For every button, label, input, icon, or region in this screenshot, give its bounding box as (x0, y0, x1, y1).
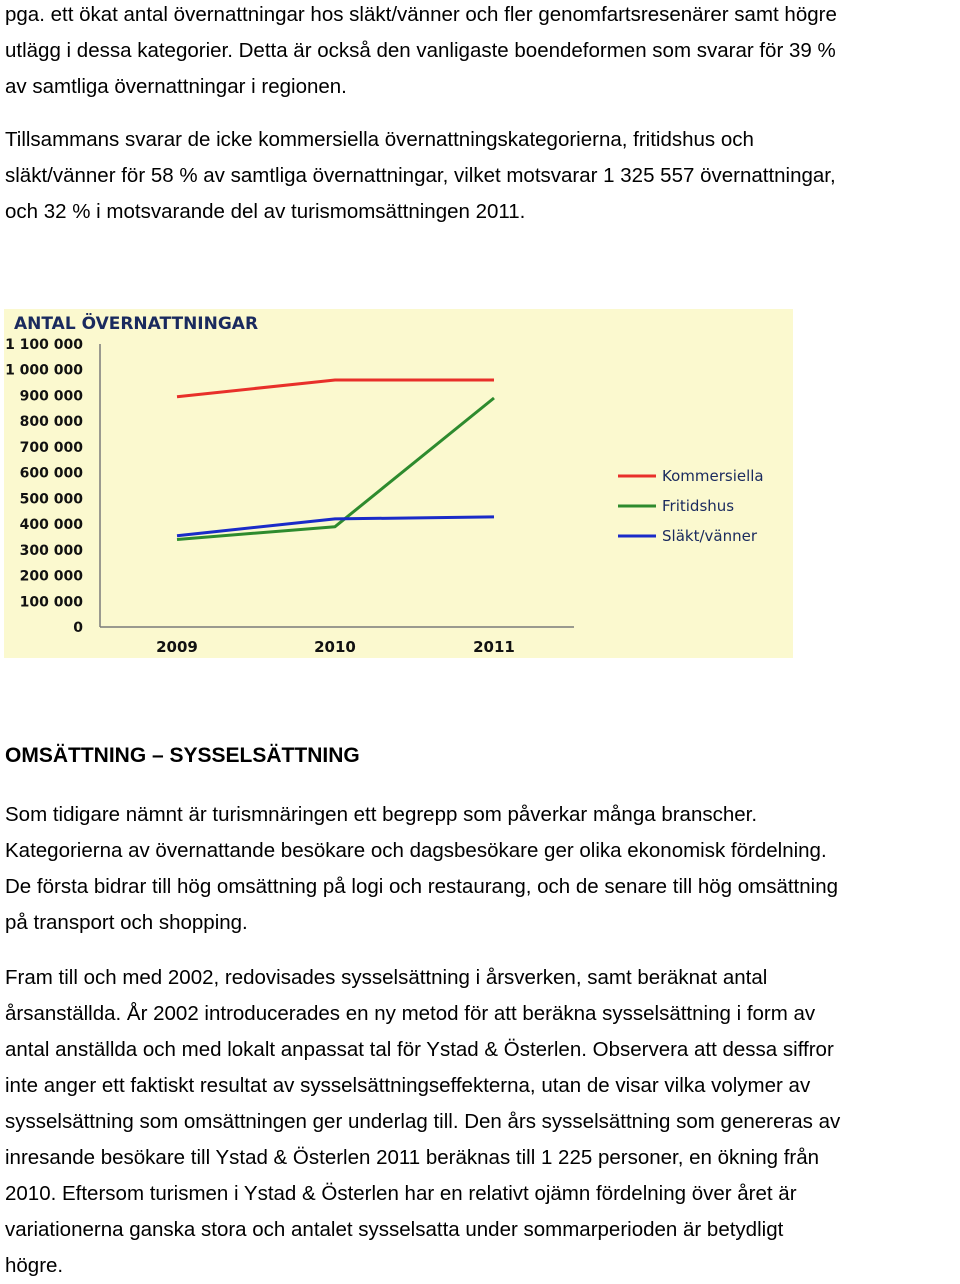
text-line: av samtliga övernattningar i regionen. (5, 75, 347, 98)
text-line: Som tidigare nämnt är turismnäringen ett begrepp som påverkar många branscher. (5, 803, 758, 826)
x-tick-label: 2009 (156, 638, 198, 656)
paragraph-turnover-1 (5, 797, 960, 941)
text-line: årsanställda. År 2002 introducerades en ny metod för att beräkna sysselsättning i form av (5, 1002, 816, 1025)
y-tick-labels (5, 337, 83, 636)
chart-svg (4, 309, 793, 658)
text-line: 2010. Eftersom turismen i Ystad & Österlen har en relativt ojämn fördelning över året är (5, 1182, 797, 1205)
text-line: högre. (5, 1254, 64, 1277)
overnight-stays-chart (4, 309, 793, 658)
y-tick-label: 500 000 (19, 491, 83, 508)
section-heading: OMSÄTTNING – SYSSELSÄTTNING (5, 744, 360, 767)
x-tick-label: 2011 (473, 638, 515, 656)
x-tick-labels (156, 638, 515, 656)
paragraph-intro (5, 0, 960, 105)
y-tick-label: 400 000 (19, 517, 83, 534)
y-tick-label: 300 000 (19, 542, 83, 559)
y-tick-label: 600 000 (19, 465, 83, 482)
text-line: släkt/vänner för 58 % av samtliga övernattningar, vilket motsvarar 1 325 557 övernattningar, (5, 164, 836, 187)
y-tick-label: 700 000 (19, 439, 83, 456)
text-line: Kategorierna av övernattande besökare och dagsbesökare ger olika ekonomisk fördelning. (5, 839, 827, 862)
text-line: pga. ett ökat antal övernattningar hos släkt/vänner och fler genomfartsresenärer samt högre (5, 3, 837, 26)
text-line: på transport och shopping. (5, 911, 248, 934)
paragraph-employment (5, 960, 960, 1284)
text-line: antal anställda och med lokalt anpassat tal för Ystad & Österlen. Observera att dessa siffror (5, 1038, 834, 1061)
y-tick-label: 0 (73, 620, 83, 636)
text-line: och 32 % i motsvarande del av turismomsättningen 2011. (5, 200, 526, 223)
text-line: utlägg i dessa kategorier. Detta är också den vanligaste boendeformen som svarar för 39 % (5, 39, 836, 62)
legend-label: Fritidshus (662, 497, 735, 515)
chart-title: ANTAL ÖVERNATTNINGAR (14, 314, 259, 334)
x-tick-label: 2010 (314, 638, 356, 656)
series-lines (177, 380, 494, 540)
paragraph-summary (5, 122, 960, 230)
y-tick-label: 900 000 (19, 388, 83, 405)
y-tick-label: 100 000 (19, 594, 83, 611)
text-line: inresande besökare till Ystad & Österlen 2011 beräknas till 1 225 personer, en ökning från (5, 1146, 820, 1169)
legend-label: Släkt/vänner (662, 527, 757, 545)
y-tick-label: 800 000 (19, 414, 83, 431)
y-tick-label: 1 100 000 (5, 337, 83, 353)
chart-legend (618, 467, 764, 545)
text-line: variationerna ganska stora och antalet sysselsatta under sommarperioden är betydligt (5, 1218, 784, 1241)
text-line: inte anger ett faktiskt resultat av sysselsättningseffekterna, utan de visar vilka volymer av (5, 1074, 811, 1097)
text-line: Fram till och med 2002, redovisades sysselsättning i årsverken, samt beräknat antal (5, 966, 768, 989)
y-tick-label: 200 000 (19, 568, 83, 585)
series-line-kommersiella (177, 380, 494, 397)
text-line: sysselsättning som omsättningen ger underlag till. Den års sysselsättning som genereras av (5, 1110, 841, 1133)
y-tick-label: 1 000 000 (5, 362, 83, 379)
legend-label: Kommersiella (662, 467, 764, 485)
text-line: Tillsammans svarar de icke kommersiella övernattningskategorierna, fritidshus och (5, 128, 754, 151)
text-line: De första bidrar till hög omsättning på logi och restaurang, och de senare till hög omsättning (5, 875, 839, 898)
